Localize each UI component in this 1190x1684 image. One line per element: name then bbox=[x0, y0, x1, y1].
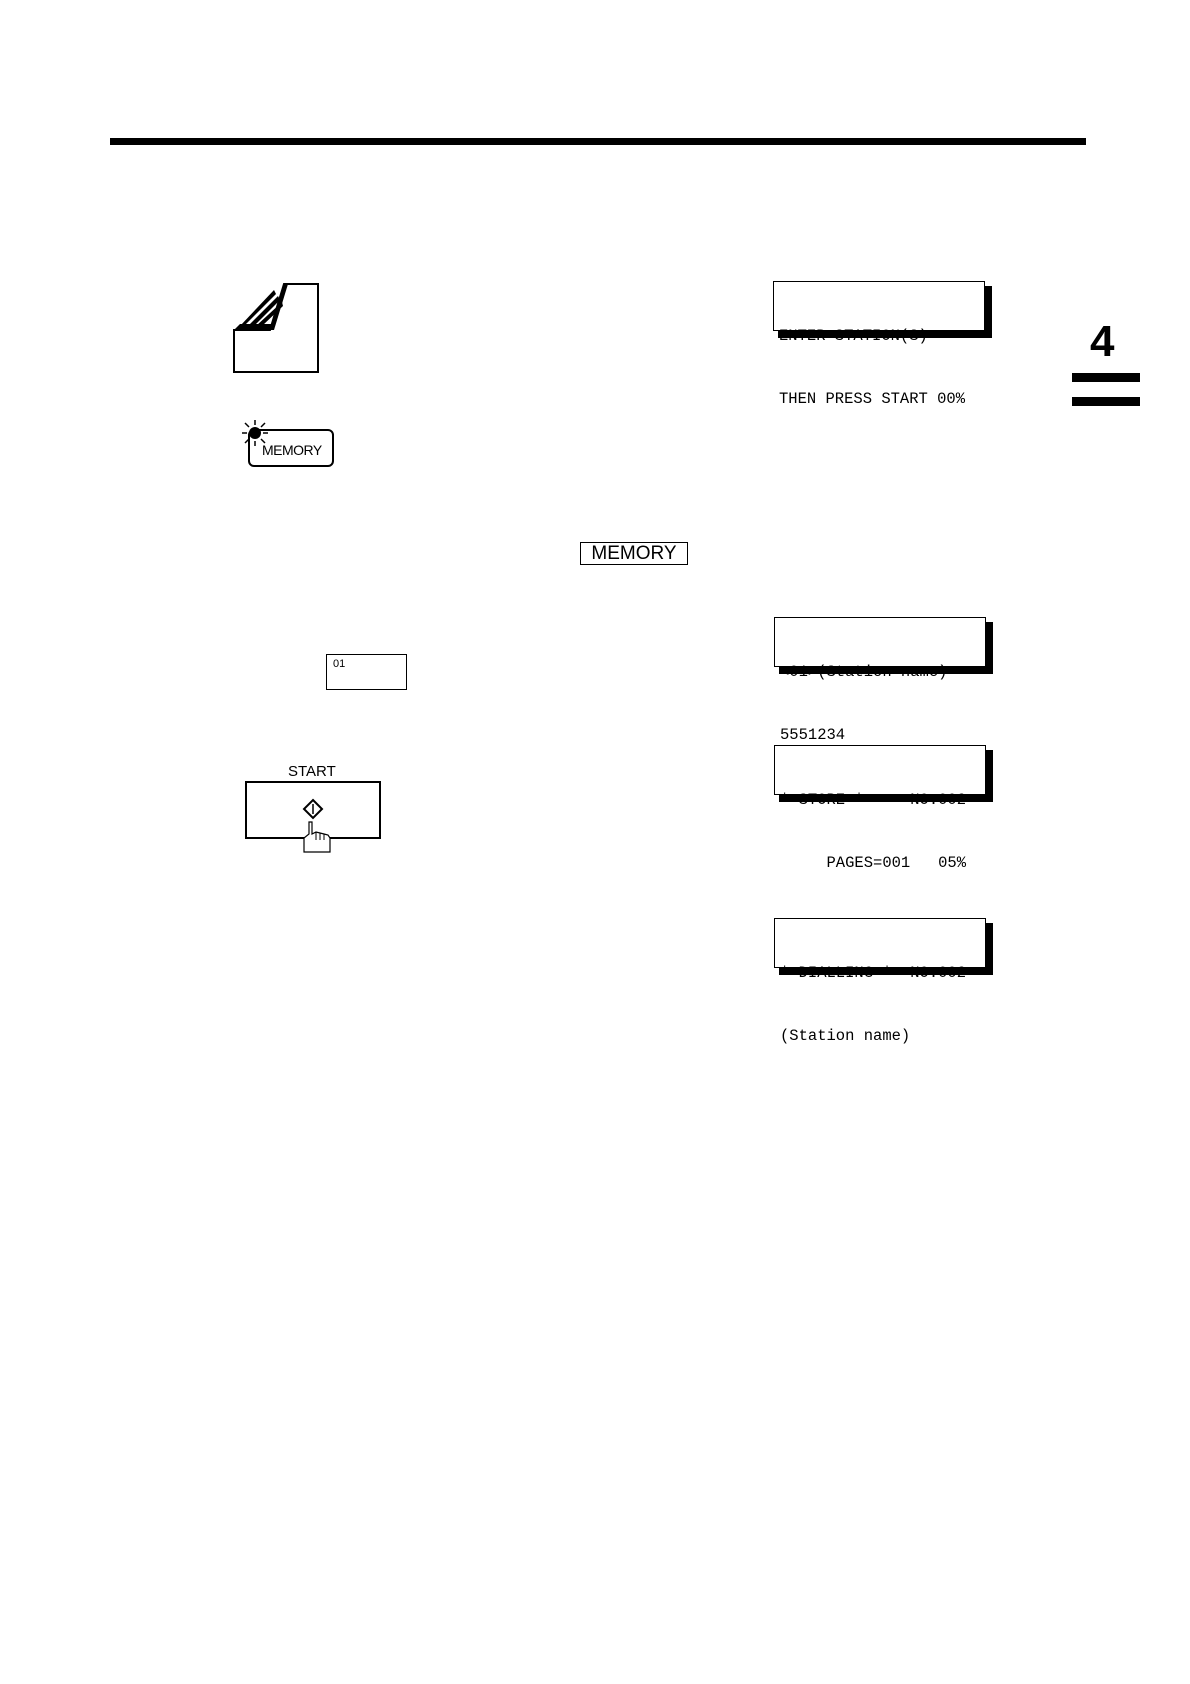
document-feed-icon bbox=[232, 282, 322, 379]
lcd-line-2: (Station name) bbox=[780, 1027, 911, 1045]
pressing-finger-icon bbox=[300, 820, 336, 859]
lcd-line-1: ENTER STATION(S) bbox=[779, 327, 928, 345]
top-rule bbox=[110, 138, 1086, 145]
one-touch-key-01[interactable] bbox=[326, 654, 407, 690]
lcd-line-2: PAGES=001 05% bbox=[780, 854, 967, 872]
lcd-display-store bbox=[774, 745, 988, 872]
lcd-display-enter-station bbox=[773, 281, 987, 408]
lcd-line-2: THEN PRESS START 00% bbox=[779, 390, 966, 408]
lcd-display-dialling bbox=[774, 918, 988, 1045]
lcd-line-1: <01>(Station name) bbox=[780, 663, 948, 681]
memory-key[interactable] bbox=[248, 429, 334, 467]
lcd-line-2: 5551234 bbox=[780, 726, 846, 744]
lcd-line-1: * STORE * NO.002 bbox=[780, 791, 967, 809]
memory-key-label: MEMORY bbox=[262, 442, 322, 458]
lcd-line-1: * DIALLING * NO.002 bbox=[780, 964, 967, 982]
chapter-tab-bar bbox=[1072, 397, 1140, 406]
chapter-number: 4 bbox=[1090, 317, 1115, 366]
lcd-display-station bbox=[774, 617, 988, 744]
chapter-tab-bar bbox=[1072, 373, 1140, 382]
memory-key-reference: MEMORY bbox=[580, 542, 688, 565]
one-touch-key-label: 01 bbox=[333, 658, 346, 670]
start-key-label: START bbox=[288, 763, 336, 780]
